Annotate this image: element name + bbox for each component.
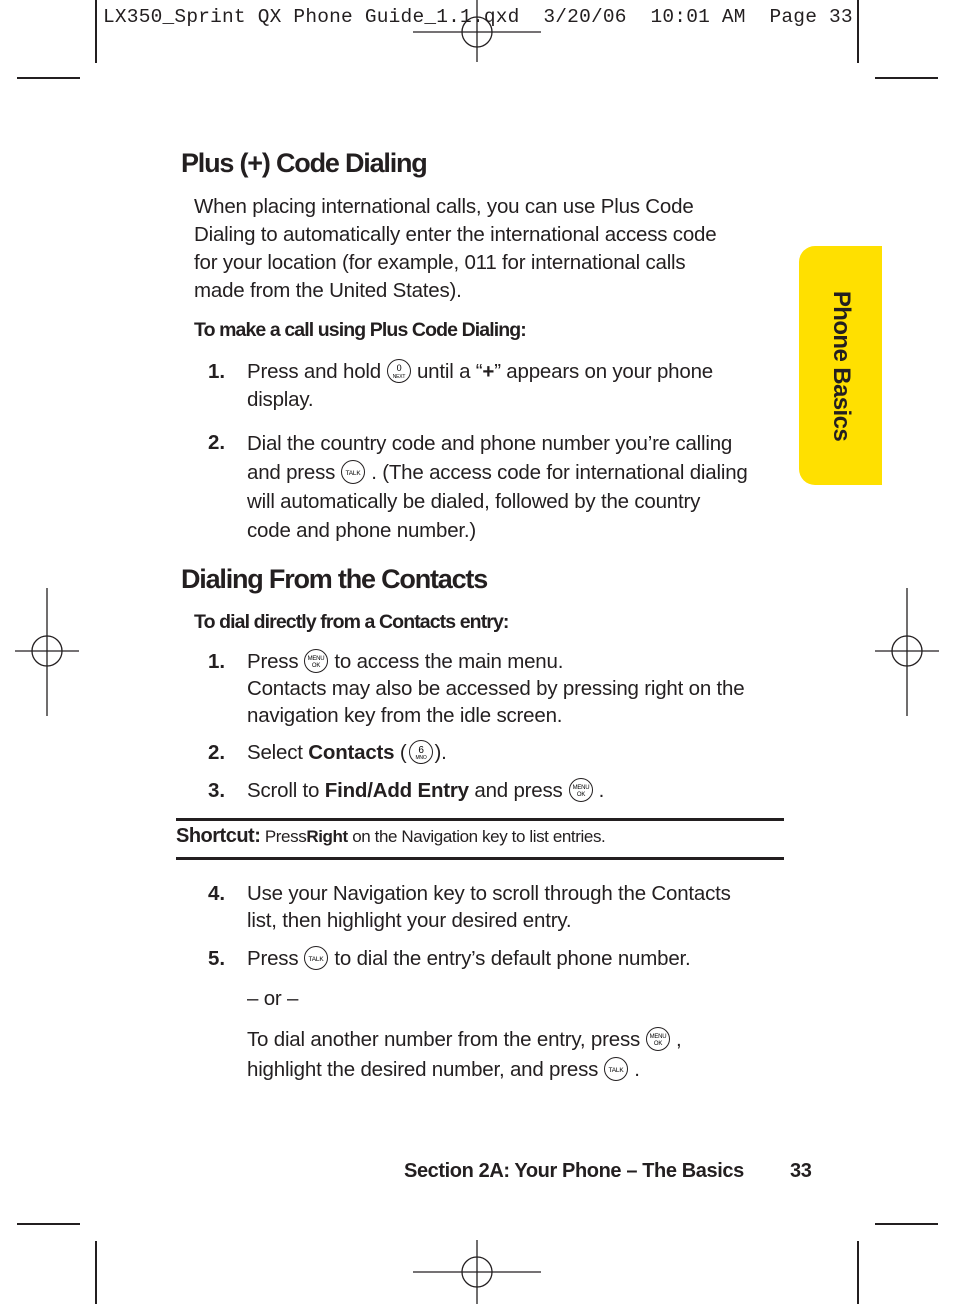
page-number: 33 (790, 1160, 812, 1182)
svg-text:TALK: TALK (308, 955, 324, 963)
step-number: 2. (208, 741, 226, 764)
svg-text:OK: OK (653, 1040, 663, 1047)
plus-code-subhead: To make a call using Plus Code Dialing: (194, 319, 526, 341)
plus-step-1: Press and hold 0 NEXT until a “+” appears on your phone display. (247, 360, 713, 411)
step-number: 1. (208, 360, 226, 383)
shortcut-rule-top (176, 818, 784, 821)
shortcut-rule-bottom (176, 857, 784, 860)
step-number: 5. (208, 947, 226, 970)
svg-text:0: 0 (396, 362, 402, 373)
step-number: 3. (208, 779, 226, 802)
svg-text:OK: OK (576, 791, 585, 798)
plus-step-2: Dial the country code and phone number you’re calling and press TALK . (The access code for international dialing will automatically be dialed, followed by the country code and phone number.) (247, 432, 748, 542)
print-slug: LX350_Sprint QX Phone Guide_1.1.qxd 3/20/06 10:01 AM Page 33 (103, 6, 853, 28)
talk-key-icon (304, 946, 328, 970)
step-number: 1. (208, 650, 226, 673)
contacts-step-5: Press TALK to dial the entry’s default phone number. (247, 947, 691, 970)
plus-code-intro: When placing international calls, you can use Plus Code Dialing to automatically enter the international access code for your location (for example, 011 for international calls made from the United States). (194, 195, 717, 302)
svg-text:MENU: MENU (649, 1033, 667, 1040)
svg-text:MENU: MENU (307, 655, 325, 662)
svg-text:TALK: TALK (608, 1066, 624, 1074)
talk-key-icon (604, 1057, 628, 1081)
menu-ok-key-icon (304, 649, 328, 673)
step-number: 2. (208, 431, 226, 454)
svg-text:OK: OK (312, 662, 321, 669)
contacts-step-3: Scroll to Find/Add Entry and press MENU OK . (247, 779, 605, 802)
section-tab-label: Phone Basics (827, 290, 855, 441)
contacts-step-5-alt: To dial another number from the entry, press MENU OK , highlight the desired number, and press TALK . (247, 1028, 682, 1081)
svg-text:MENU: MENU (572, 784, 590, 791)
step-number: 4. (208, 882, 226, 905)
svg-text:TALK: TALK (345, 469, 361, 477)
shortcut-note: Shortcut: PressRight on the Navigation key to list entries. (176, 825, 606, 847)
contacts-heading: Dialing From the Contacts (181, 564, 488, 594)
talk-key-icon (341, 460, 365, 484)
menu-ok-key-icon (569, 778, 593, 802)
menu-ok-key-icon (646, 1027, 670, 1051)
contacts-subhead: To dial directly from a Contacts entry: (194, 611, 509, 633)
contacts-step-4: Use your Navigation key to scroll through the Contacts list, then highlight your desired entry. (247, 882, 731, 932)
section-tab (799, 246, 882, 485)
next-key-icon (387, 359, 411, 383)
svg-text:MNO: MNO (414, 754, 427, 761)
contacts-step-2: Select Contacts ( 6 MNO ). (247, 741, 447, 764)
six-key-icon (409, 740, 433, 764)
plus-code-heading: Plus (+) Code Dialing (181, 148, 427, 178)
svg-text:6: 6 (417, 744, 424, 756)
or-separator: – or – (247, 987, 299, 1010)
svg-text:NEXT: NEXT (392, 373, 406, 380)
footer-section: Section 2A: Your Phone – The Basics (404, 1160, 744, 1182)
contacts-step-1: Press MENU OK to access the main menu. Contacts may also be accessed by pressing right on the navigation key from the idle screen. (247, 650, 745, 727)
